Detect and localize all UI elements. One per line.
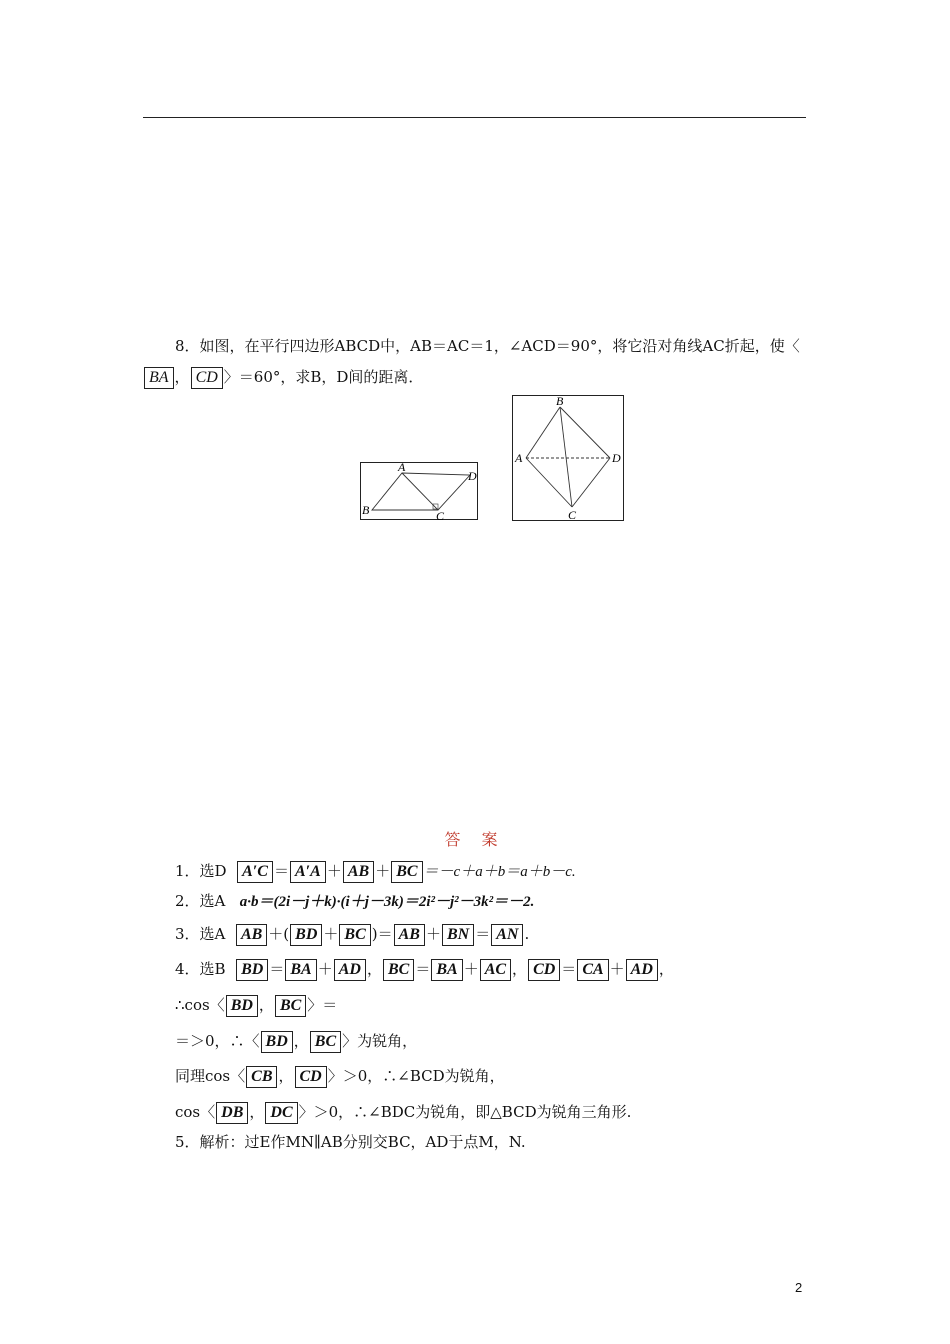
label-b-right: B [556, 395, 564, 408]
header-rule [143, 117, 806, 118]
answer-4: 4．选B BD ＝ BA ＋ AD ， BC ＝ BA ＋ AC ， CD ＝ CA ＋ AD ， [175, 956, 674, 982]
label-a-right: A [515, 451, 523, 465]
vector: BA [431, 959, 462, 981]
vector: CD [528, 959, 560, 981]
page-number: 2 [795, 1280, 803, 1295]
answer-4-bdc-line: cos〈 DB ， DC 〉＞0，∴∠BDC为锐角，即△BCD为锐角三角形. [175, 1099, 631, 1125]
vector: BC [383, 959, 414, 981]
vector: A′A [290, 861, 326, 883]
vector: CD [295, 1066, 327, 1088]
vector: BC [275, 995, 306, 1017]
problem-8-line-2: BA ， CD 〉＝60°，求B，D间的距离． [143, 364, 423, 390]
label-c-left: C [436, 509, 445, 522]
label-d-right: D [612, 451, 621, 465]
answer-4-acute-line: ＝＞0，∴〈 BD ， BC 〉为锐角， [175, 1028, 417, 1054]
vector: BD [261, 1031, 293, 1053]
answer-4-bcd-line: 同理cos〈 CB ， CD 〉＞0，∴∠BCD为锐角， [175, 1063, 505, 1089]
label-a-left: A [398, 462, 406, 474]
vector: BD [290, 924, 322, 946]
vector: AB [394, 924, 425, 946]
label-d-left: D [468, 469, 477, 483]
vector: BC [391, 861, 422, 883]
vector: DC [265, 1102, 297, 1124]
vector: A′C [237, 861, 273, 883]
vector: BC [310, 1031, 341, 1053]
figure-parallelogram [360, 462, 480, 522]
vector-ba: BA [144, 367, 174, 389]
label-c-right: C [568, 508, 577, 522]
vector: CA [577, 959, 608, 981]
vector-cd: CD [191, 367, 223, 389]
answer-2: 2．选A a·b＝(2i－j＋k)·(i＋j－3k)＝2i²－j²－3k²＝－2. [175, 892, 535, 910]
vector: AD [626, 959, 658, 981]
vector: AN [491, 924, 523, 946]
answer-title: 答 案 [444, 830, 506, 849]
vector: DB [216, 1102, 248, 1124]
vector: CB [246, 1066, 277, 1088]
vector: BD [226, 995, 258, 1017]
vector: BC [339, 924, 370, 946]
problem-8-line-1: 8．如图，在平行四边形ABCD中，AB＝AC＝1，∠ACD＝90°，将它沿对角线AC折起，使〈 [175, 337, 800, 355]
answer-4-cos-line: ∴cos〈 BD ， BC 〉＝ [175, 992, 337, 1018]
answer-1: 1．选D A′C ＝ A′A ＋ AB ＋ BC ＝－c＋a＋b＝a＋b－c. [175, 858, 576, 885]
answer-3: 3．选A AB ＋( BD ＋ BC )＝ AB ＋ BN ＝ AN . [175, 921, 529, 947]
vector: BN [442, 924, 474, 946]
vector: BD [236, 959, 268, 981]
figure-folded [512, 395, 625, 522]
vector: AD [334, 959, 366, 981]
vector: BA [285, 959, 316, 981]
vector: AB [343, 861, 374, 883]
label-b-left: B [362, 503, 370, 517]
vector: AC [480, 959, 511, 981]
vector: AB [236, 924, 267, 946]
answer-5: 5．解析：过E作MN∥AB分别交BC，AD于点M，N. [175, 1133, 526, 1151]
